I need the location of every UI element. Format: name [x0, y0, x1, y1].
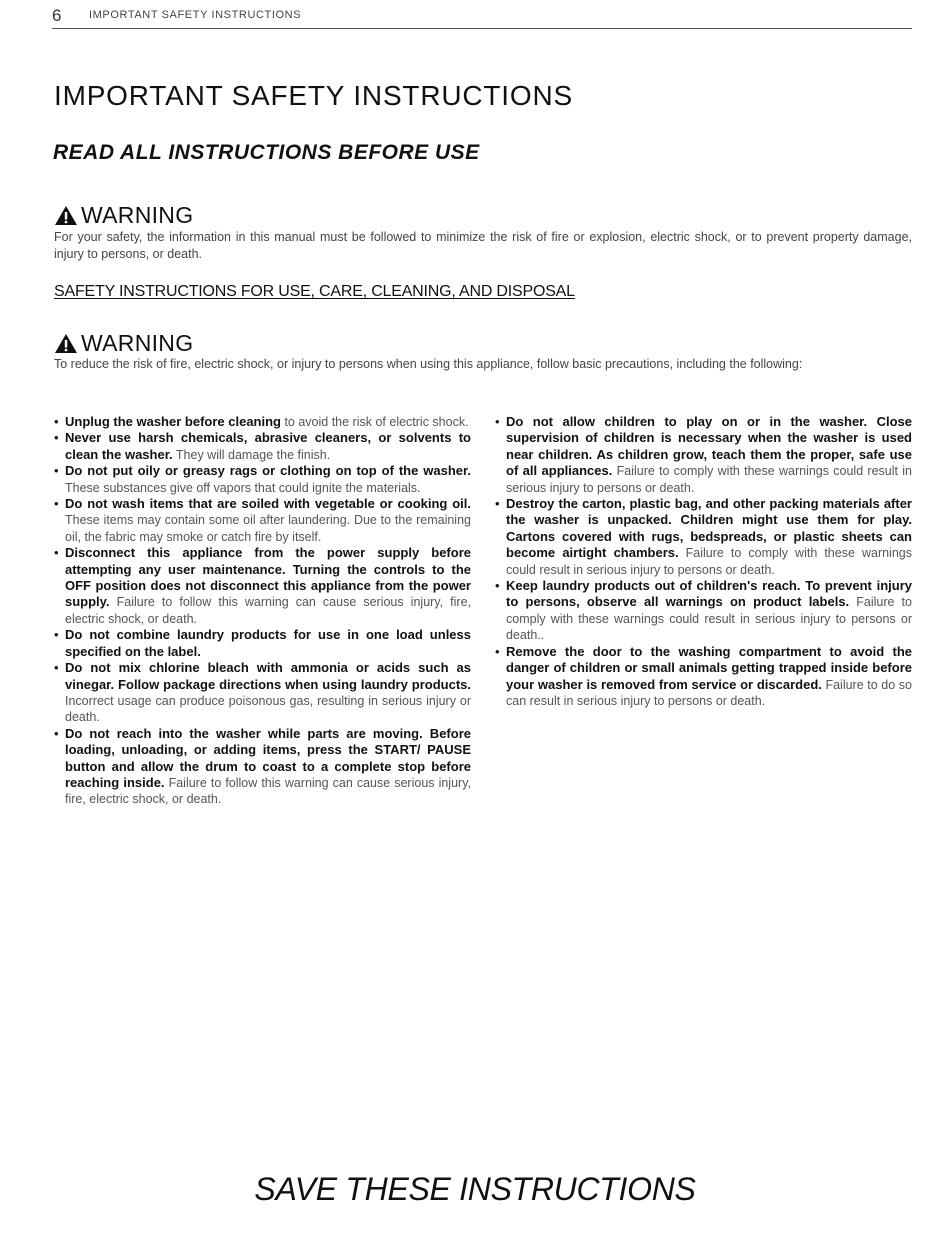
warning-triangle-icon	[54, 205, 78, 226]
instruction-item: • Do not combine laundry products for use in one load unless specified on the label.	[54, 627, 471, 660]
section-heading: SAFETY INSTRUCTIONS FOR USE, CARE, CLEANING, AND DISPOSAL	[54, 283, 575, 300]
warning-text: For your safety, the information in this manual must be followed to minimize the risk of fire or explosion, electric shock, or to prevent property damage, injury to persons, or death.	[54, 230, 912, 261]
running-title: IMPORTANT SAFETY INSTRUCTIONS	[89, 9, 302, 21]
left-instructions-list	[54, 414, 471, 808]
instruction-item: • Do not mix chlorine bleach with ammonia or acids such as vinegar. Follow package directions when using laundry products. Incorrect usage can produce poisonous gas, resulting in serious injury or death.	[54, 660, 471, 726]
warning-label: WARNING	[81, 330, 194, 356]
instruction-item: • Remove the door to the washing compartment to avoid the danger of children or small animals getting trapped inside before your washer is removed from service or discarded. Failure to do so can result in serious injury to persons or death.	[495, 644, 912, 710]
right-instructions-list	[495, 414, 912, 709]
instruction-item: • Unplug the washer before cleaning to avoid the risk of electric shock.	[54, 414, 471, 430]
instruction-item: • Do not allow children to play on or in the washer. Close supervision of children is necessary when the washer is used near children. As children grow, teach them the proper, safe use of all appliances. Failure to comply with these warnings could result in serious injury to persons or death.	[495, 414, 912, 496]
warning-text: To reduce the risk of fire, electric shock, or injury to persons when using this appliance, follow basic precautions, including the following:	[54, 357, 803, 371]
page-title: IMPORTANT SAFETY INSTRUCTIONS	[54, 80, 573, 111]
warning-heading	[54, 202, 193, 229]
warning-heading	[54, 330, 193, 357]
save-instructions-footer: SAVE THESE INSTRUCTIONS	[254, 1171, 696, 1207]
page-header	[52, 6, 912, 29]
instruction-item: • Do not wash items that are soiled with vegetable or cooking oil. These items may contain some oil after laundering. Due to the remaining oil, the fabric may smoke or catch fire by itself.	[54, 496, 471, 545]
warning-triangle-icon	[54, 333, 78, 354]
instruction-item: • Do not reach into the washer while parts are moving. Before loading, unloading, or adding items, press the START/ PAUSE button and allow the drum to coast to a complete stop before reaching inside. Failure to follow this warning can cause serious injury, fire, electric shock, or death.	[54, 726, 471, 808]
instruction-item: • Disconnect this appliance from the power supply before attempting any user maintenance. Turning the controls to the OFF position does not disconnect this appliance from the power supply. Failure to follow this warning can cause serious injury, fire, electric shock, or death.	[54, 545, 471, 627]
read-all-subtitle: READ ALL INSTRUCTIONS BEFORE USE	[53, 141, 480, 164]
page-number: 6	[52, 6, 62, 25]
instruction-item: • Destroy the carton, plastic bag, and other packing materials after the washer is unpacked. Children might use them for play. Cartons covered with rugs, bedspreads, or plastic sheets can become airtight chambers. Failure to comply with these warnings could result in serious injury to persons or death.	[495, 496, 912, 578]
instruction-item: • Never use harsh chemicals, abrasive cleaners, or solvents to clean the washer. They will damage the finish.	[54, 430, 471, 463]
warning-label: WARNING	[81, 202, 194, 228]
instruction-item: • Do not put oily or greasy rags or clothing on top of the washer. These substances give off vapors that could ignite the materials.	[54, 463, 471, 496]
instruction-item: • Keep laundry products out of children's reach. To prevent injury to persons, observe all warnings on product labels. Failure to comply with these warnings could result in serious injury to persons or death..	[495, 578, 912, 644]
